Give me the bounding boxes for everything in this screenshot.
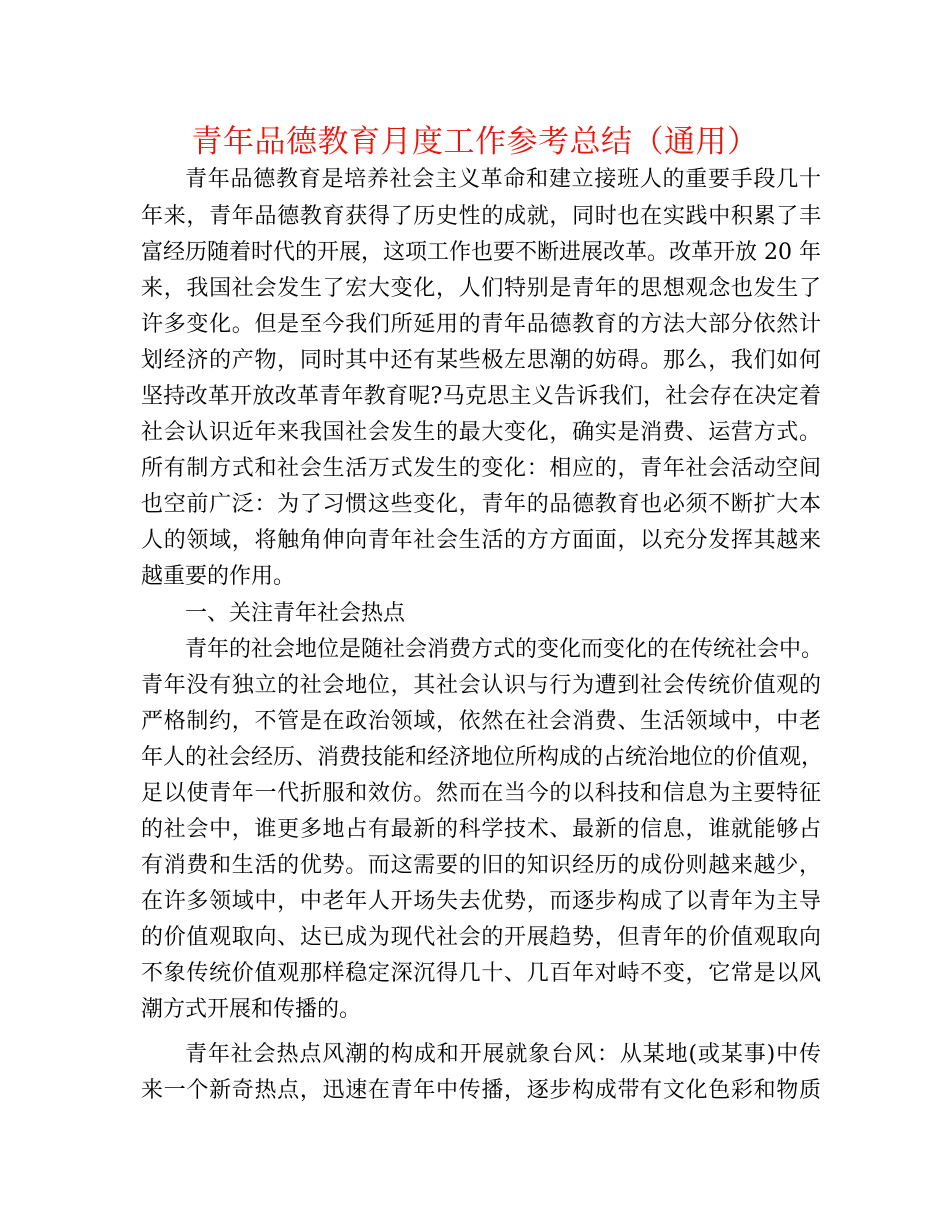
paragraph-line: 人的领域，将触角伸向青年社会生活的方方面面，以充分发挥其越来 xyxy=(141,528,821,553)
document-title: 青年品德教育月度工作参考总结（通用） xyxy=(191,124,759,160)
paragraph-line: 潮方式开展和传播的。 xyxy=(141,997,362,1022)
paragraph-line: 青年的社会地位是随社会消费方式的变化而变化的在传统社会中。 xyxy=(185,637,824,662)
paragraph-line: 也空前广泛：为了习惯这些变化，青年的品德教育也必须不断扩大本 xyxy=(141,492,821,517)
paragraph-line: 的价值观取向、达已成为现代社会的开展趋势，但青年的价值观取向 xyxy=(141,925,821,950)
paragraph-line: 许多变化。但是至今我们所延用的青年品德教育的方法大部分依然计 xyxy=(141,312,821,337)
paragraph-line: 严格制约，不管是在政治领域，依然在社会消费、生活领域中，中老 xyxy=(141,709,821,734)
paragraph-line: 青年品德教育是培养社会主义革命和建立接班人的重要手段几十 xyxy=(185,167,821,192)
paragraph-line: 足以使青年一代折服和效仿。然而在当今的以科技和信息为主要特征 xyxy=(141,781,821,806)
paragraph-line: 青年社会热点风潮的构成和开展就象台风：从某地(或某事)中传 xyxy=(185,1042,821,1067)
paragraph-line: 年人的社会经历、消费技能和经济地位所构成的占统治地位的价值观， xyxy=(141,745,824,770)
paragraph-line: 来，我国社会发生了宏大变化，人们特别是青年的思想观念也发生了 xyxy=(141,276,821,301)
paragraph-line: 所有制方式和社会生活万式发生的变化：相应的，青年社会活动空间 xyxy=(141,456,821,481)
paragraph-line: 越重要的作用。 xyxy=(141,564,296,589)
paragraph-line: 年来，青年品德教育获得了历史性的成就，同时也在实践中积累了丰 xyxy=(141,204,821,229)
paragraph-line: 划经济的产物，同时其中还有某些极左思潮的妨碍。那么，我们如何 xyxy=(141,348,821,373)
paragraph-line: 不象传统价值观那样稳定深沉得几十、几百年对峙不变，它常是以风 xyxy=(141,961,821,986)
paragraph-line: 坚持改革开放改革青年教育呢?马克思主义告诉我们，社会存在决定着 xyxy=(141,384,821,409)
paragraph-line: 来一个新奇热点，迅速在青年中传播，逐步构成带有文化色彩和物质 xyxy=(141,1078,821,1103)
paragraph-line: 富经历随着时代的开展，这项工作也要不断进展改革。改革开放 20 年 xyxy=(141,240,821,265)
paragraph-line: 在许多领域中，中老年人开场失去优势，而逐步构成了以青年为主导 xyxy=(141,889,821,914)
paragraph-line: 社会认识近年来我国社会发生的最大变化，确实是消费、运营方式。 xyxy=(141,420,821,445)
section-heading: 一、关注青年社会热点 xyxy=(185,601,406,626)
paragraph-line: 青年没有独立的社会地位，其社会认识与行为遭到社会传统价值观的 xyxy=(141,673,821,698)
paragraph-line: 有消费和生活的优势。而这需要的旧的知识经历的成份则越来越少， xyxy=(141,853,821,878)
paragraph-line: 的社会中，谁更多地占有最新的科学技术、最新的信息，谁就能够占 xyxy=(141,817,821,842)
